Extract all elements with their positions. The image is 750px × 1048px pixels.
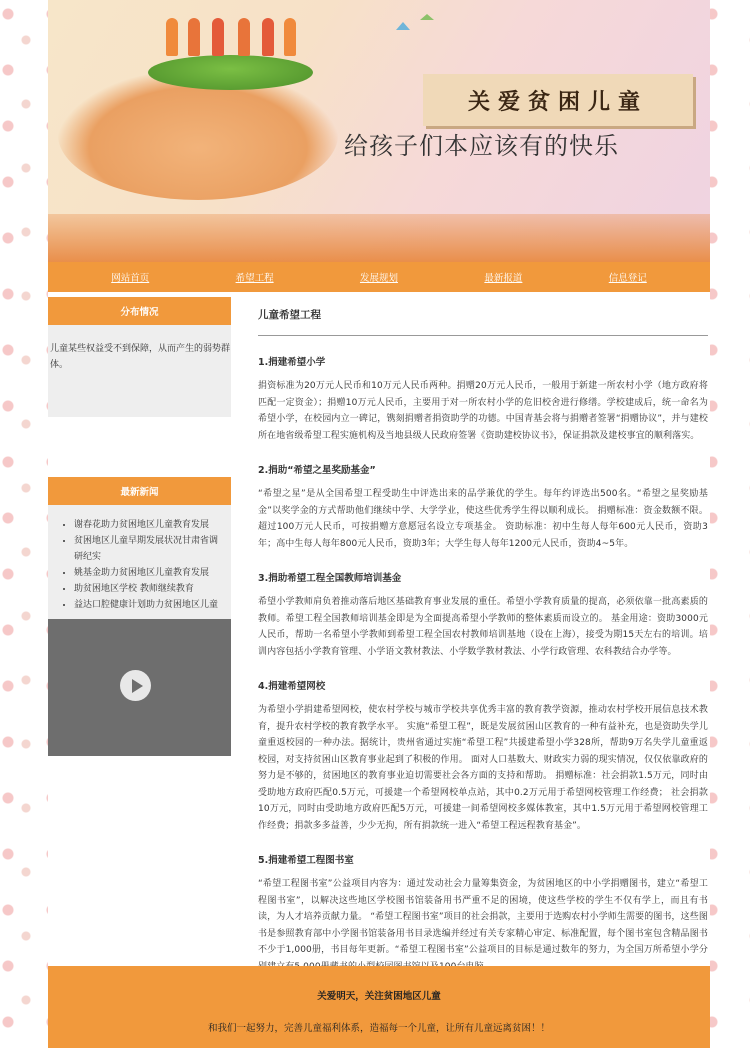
section-online-school: [258, 678, 708, 834]
news-item[interactable]: • 谢春花助力贫困地区儿童教育发展: [74, 517, 223, 533]
news-item[interactable]: • 助贫困地区学校 教师继续教育: [74, 581, 223, 597]
section-heading: 3.捐助希望工程全国教师培训基金: [258, 573, 402, 584]
footer-slogan: 关爱明天，关注贫困地区儿童: [317, 991, 441, 1002]
paper-plane-icon: [420, 14, 434, 20]
news-list: [62, 517, 223, 613]
news-title: 最新新闻: [48, 477, 231, 505]
paper-plane-icon: [396, 22, 410, 30]
main-content: [258, 307, 708, 975]
section-text: 希望小学教师肩负着推动落后地区基础教育事业发展的重任。希望小学教育质量的提高，必须依靠一批高素质的教师。希望工程全国教师培训基金即是为全面提高希望小学教师的整体素质而设立的。 基金用途：资助3000元人民币，帮助一名希望小学教师到希望工程全国农村教师培训基地（设在上海），接受为期15天左右的培训。培训内容包括小学教育管理、小学语文教材教法、小学数学教材教法、小学行政管理、农科教结合办学等。: [258, 597, 708, 657]
news-item[interactable]: • 贫困地区儿童早期发展状况甘肃省调研纪实: [74, 533, 223, 565]
sidebar-spacer: [48, 417, 231, 477]
section-heading: 2.捐助“希望之星奖励基金”: [258, 465, 376, 476]
video-player[interactable]: [48, 619, 231, 756]
nav-latest-reports[interactable]: 最新报道: [484, 273, 523, 284]
section-heading: 1.捐建希望小学: [258, 357, 326, 368]
city-skyline-illustration: [48, 214, 710, 262]
section-star-fund: [258, 462, 708, 552]
page: [48, 0, 710, 1048]
news-list-box: [48, 505, 231, 619]
page-title: 儿童希望工程: [258, 307, 708, 336]
child-figure-icon: [166, 18, 178, 56]
section-text: 为希望小学捐建希望网校，使农村学校与城市学校共享优秀丰富的教育教学资源，推动农村学校开展信息技术教育，提升农村学校的教育教学水平。 实施“希望工程”，既是发展贫困山区教育的一种有益补充，也是资助失学儿童重返校园的一种办法。据统计，贵州省通过实施“希望工程”共援建希望小学328所，帮助9万名失学儿童重返校园，对支持贫困山区教育事业起到了积极的作用。 面对人口基数大、财政实力弱的现实情况，仅仅依靠政府的努力是不够的，贫困地区的教育事业迫切需要社会各方面的支持和帮助。 捐赠标准：社会捐款1.5万元，同时由受助地方政府匹配0.5万元，可援建一个希望网校单点站，其中0.2万元用于希望网校管理工作经费； 社会捐款10万元，同时由受助地方政府匹配5万元，可援建一间希望网校多媒体教室，其中1.5万元用于希望网校管理工作经费；捐款多多益善，少少无拘，所有捐款统一进入“希望工程远程教育基金”。: [258, 705, 708, 831]
nav-development-plan[interactable]: 发展规划: [359, 273, 398, 284]
child-figure-icon: [284, 18, 296, 56]
section-primary-school: [258, 354, 708, 444]
distribution-text: 儿童某些权益受不到保障，从而产生的弱势群体。: [48, 325, 231, 417]
news-item[interactable]: • 益达口腔健康计划助力贫困地区儿童: [74, 597, 223, 613]
section-library: [258, 852, 708, 975]
section-text: 捐资标准为20万元人民币和10万元人民币两种。捐赠20万元人民币，一般用于新建一所农村小学（地方政府将匹配一定资金）；捐赠10万元人民币，主要用于对一所农村小学的危旧校舍进行修缮。学校建成后，统一命名为希望小学，在校园内立一碑记，镌刻捐赠者捐资助学的功德。中国青基会将与捐赠者签署“捐赠协议”，并与建校所在地省级希望工程实施机构及当地县级人民政府签署《资助建校协议书》，保证捐款及建校事宜的顺利落实。: [258, 381, 708, 441]
hand-illustration: [58, 70, 338, 200]
footer: [48, 966, 710, 1048]
child-figure-icon: [212, 18, 224, 56]
banner-tagline: 关爱贫困儿童: [423, 74, 693, 126]
banner-slogan: 给孩子们本应该有的快乐: [344, 132, 619, 160]
sidebar: [48, 297, 231, 756]
footer-text: 和我们一起努力，完善儿童福利体系，造福每一个儿童，让所有儿童远离贫困！！: [207, 1023, 550, 1034]
child-figure-icon: [238, 18, 250, 56]
section-heading: 4.捐建希望网校: [258, 681, 326, 692]
section-text: “希望之星”是从全国希望工程受助生中评选出来的品学兼优的学生。每年约评选出500名。“希望之星奖励基金”以奖学金的方式帮助他们继续中学、大学学业，使这些优秀学生得以顺利成长。 捐赠标准：资金数额不限。超过100万元人民币，可按捐赠方意愿冠名设立专项基金。 资助标准：初中生每人每年600元人民币，资助3年；高中生每人每年800元人民币，资助3年；大学生每人每年1200元人民币，资助4~5年。: [258, 489, 708, 549]
nav-home[interactable]: 网站首页: [111, 273, 150, 284]
distribution-title: 分布情况: [48, 297, 231, 325]
section-heading: 5.捐建希望工程图书室: [258, 855, 354, 866]
hero-banner: [48, 0, 710, 262]
news-item[interactable]: • 姚基金助力贫困地区儿童教育发展: [74, 565, 223, 581]
play-icon[interactable]: [120, 670, 151, 701]
grass-island-illustration: [148, 55, 313, 90]
section-text: “希望工程图书室”公益项目内容为：通过发动社会力量筹集资金，为贫困地区的中小学捐赠图书，建立“希望工程图书室”，以解决这些地区学校图书馆装备用书严重不足的困境，使这些学校的学生不仅有学上，而且有书读，为人才培养贡献力量。 “希望工程图书室”项目的社会捐款，主要用于选购农村小学师生需要的图书，这些图书是参照教育部中小学图书馆装备用书目录选编并经过有关专家精心审定、标准配置，每个图书室包含精品图书不少于1,000册，书目每年更新。“希望工程图书室”公益项目的目标是通过数年的努力，为全国万所希望小学分: [258, 879, 708, 955]
child-figure-icon: [262, 18, 274, 56]
child-figure-icon: [188, 18, 200, 56]
nav-info-registration[interactable]: 信息登记: [608, 273, 647, 284]
main-nav: [48, 262, 710, 292]
section-teacher-fund: [258, 570, 708, 660]
nav-hope-project[interactable]: 希望工程: [235, 273, 274, 284]
